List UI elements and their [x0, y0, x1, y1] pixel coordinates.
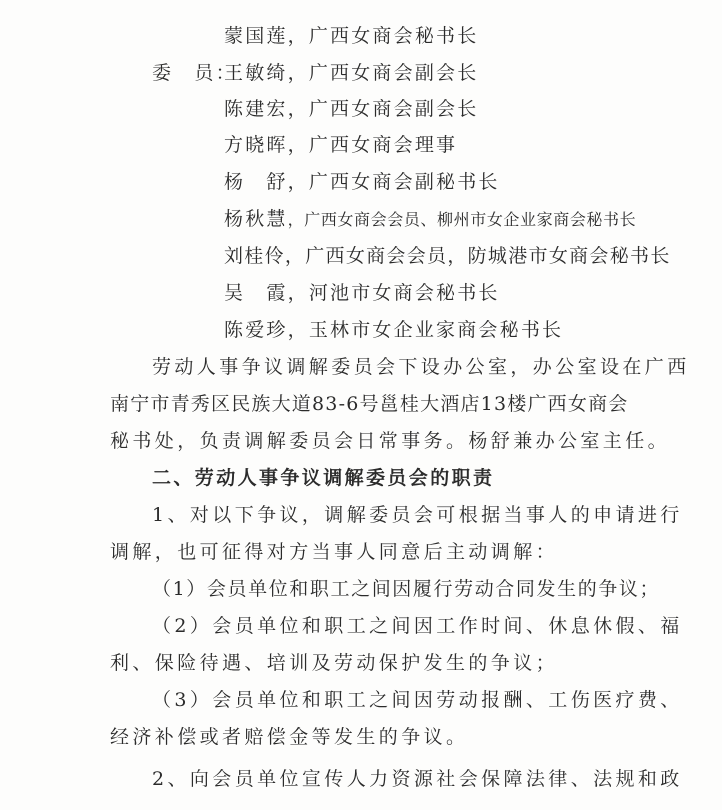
- member-role: 河池市女商会秘书长: [308, 282, 500, 304]
- member-name: 陈爱珍: [224, 319, 288, 341]
- separator: ，: [287, 171, 309, 193]
- member-row-1: [224, 24, 478, 48]
- item2-line-1: 2、向会员单位宣传人力资源社会保障法律、法规和政: [152, 768, 683, 790]
- member-name: 刘桂伶: [224, 245, 285, 267]
- member-row-6: [224, 207, 636, 232]
- member-role: 广西女商会秘书长: [308, 25, 479, 47]
- office-paragraph-line-2: 南宁市青秀区民族大道83-6号邕桂大酒店13楼广西女商会: [110, 393, 629, 415]
- sub-item-3-line-1: （3）会员单位和职工之间因劳动报酬、工伤医疗费、: [152, 689, 683, 711]
- sub-item-3-line-2: 经济补偿或者赔偿金等发生的争议。: [110, 726, 469, 748]
- member-role: 广西女商会会员、柳州市女企业家商会秘书长: [304, 210, 637, 229]
- member-role: 广西女商会副秘书长: [308, 171, 500, 193]
- section-heading: 二、劳动人事争议调解委员会的职责: [152, 467, 495, 489]
- separator: ，: [287, 282, 309, 304]
- member-name: 陈建宏: [224, 98, 288, 120]
- member-name: 吴 霞: [224, 282, 288, 304]
- member-role: 广西女商会副会长: [308, 98, 479, 120]
- member-role: 玉林市女企业家商会秘书长: [308, 319, 564, 341]
- separator: ，: [287, 210, 305, 229]
- member-name: 蒙国莲: [224, 25, 288, 47]
- members-label: 委 员：: [152, 62, 237, 84]
- separator: ，: [287, 98, 309, 120]
- member-role: 广西女商会理事: [308, 134, 458, 156]
- separator: ，: [284, 245, 306, 267]
- office-paragraph-line-3: 秘书处，负责调解委员会日常事务。杨舒兼办公室主任。: [110, 430, 671, 452]
- member-role: 广西女商会副会长: [308, 62, 479, 84]
- member-row-7: [224, 244, 671, 268]
- office-paragraph-line-1: 劳动人事争议调解委员会下设办公室，办公室设在广西: [152, 356, 690, 378]
- separator: ，: [287, 62, 309, 84]
- member-row-3: [224, 97, 478, 121]
- sub-item-2-line-2: 利、保险待遇、培训及劳动保护发生的争议；: [110, 652, 559, 674]
- member-row-8: [224, 281, 500, 305]
- item1-line-2: 调解，也可征得对方当事人同意后主动调解：: [110, 541, 559, 563]
- item1-line-1: 1、对以下争议，调解委员会可根据当事人的申请进行: [152, 504, 683, 526]
- separator: ，: [287, 319, 309, 341]
- member-name: 方晓晖: [224, 134, 288, 156]
- separator: ，: [287, 25, 309, 47]
- sub-item-1-line-1: （1）会员单位和职工之间因履行劳动合同发生的争议；: [152, 578, 661, 600]
- member-role: 广西女商会会员，防城港市女商会秘书长: [305, 245, 671, 267]
- member-row-5: [224, 170, 500, 194]
- member-name: 王敏绮: [224, 62, 288, 84]
- member-name: 杨 舒: [224, 171, 288, 193]
- member-row-9: [224, 318, 563, 342]
- separator: ，: [287, 134, 309, 156]
- member-row-2: [224, 61, 478, 85]
- member-row-4: [224, 133, 457, 157]
- sub-item-2-line-1: （2）会员单位和职工之间因工作时间、休息休假、福: [152, 615, 683, 637]
- member-name: 杨秋慧: [224, 208, 288, 230]
